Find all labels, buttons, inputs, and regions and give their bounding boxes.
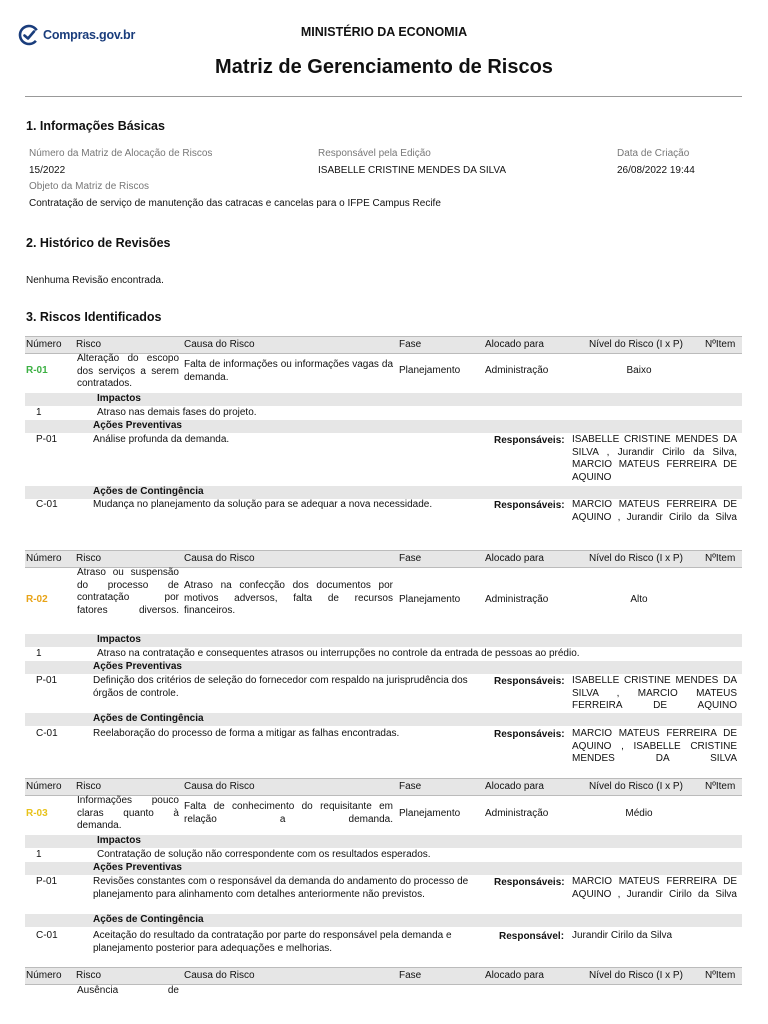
preventive-text: Análise profunda da demanda. <box>93 434 230 445</box>
preventive-resp-value: ISABELLE CRISTINE MENDES DA SILVA , MARCIO MATEUS FERREIRA DE AQUINO <box>572 675 737 711</box>
impact-text: Atraso nas demais fases do projeto. <box>97 407 257 418</box>
col-causa: Causa do Risco <box>184 970 255 981</box>
preventive-band <box>25 661 742 674</box>
contingency-resp-label: Responsável: <box>499 931 565 942</box>
risk-id: R-03 <box>26 808 48 819</box>
editor-value: ISABELLE CRISTINE MENDES DA SILVA <box>318 165 507 176</box>
editor-label: Responsável pela Edição <box>318 148 431 159</box>
col-item: NºItem <box>705 970 736 981</box>
matrix-number-value: 15/2022 <box>29 165 66 176</box>
risk-id: R-01 <box>26 365 48 376</box>
contingency-id: C-01 <box>36 930 58 941</box>
col-numero: Número <box>26 553 62 564</box>
contingency-label: Ações de Contingência <box>93 914 204 925</box>
contingency-resp-label: Responsáveis: <box>494 500 565 511</box>
page-title: Matriz de Gerenciamento de Riscos <box>215 56 553 78</box>
impacts-band <box>25 835 742 848</box>
contingency-label: Ações de Contingência <box>93 713 204 724</box>
risk-phase: Planejamento <box>399 594 461 605</box>
preventive-resp-label: Responsáveis: <box>494 435 565 446</box>
contingency-resp-value: MARCIO MATEUS FERREIRA DE AQUINO , ISABELLE CRISTINE MENDES DA SILVA <box>572 728 737 764</box>
preventive-resp-label: Responsáveis: <box>494 676 565 687</box>
preventive-label: Ações Preventivas <box>93 661 182 672</box>
impact-number: 1 <box>36 849 42 860</box>
risk-phase: Planejamento <box>399 365 461 376</box>
contingency-text: Mudança no planejamento da solução para se adequar a nova necessidade. <box>93 499 433 510</box>
section-risks-title: 3. Riscos Identificados <box>26 310 162 324</box>
col-numero: Número <box>26 781 62 792</box>
risk-table-header <box>25 550 742 568</box>
risk-description: Alteração do escopo dos serviços a serem contratados. <box>77 353 179 389</box>
preventive-resp-value: MARCIO MATEUS FERREIRA DE AQUINO , Jurandir Cirilo da Silva <box>572 876 737 900</box>
col-risco: Risco <box>76 781 102 792</box>
preventive-id: P-01 <box>36 675 58 686</box>
matrix-number-label: Número da Matriz de Alocação de Riscos <box>29 148 213 159</box>
object-label: Objeto da Matriz de Riscos <box>29 181 150 192</box>
contingency-resp-value: MARCIO MATEUS FERREIRA DE AQUINO , Jurandir Cirilo da Silva <box>572 499 737 523</box>
preventive-text: Definição dos critérios de seleção do fornecedor com respaldo na jurisprudência dos órgãos de controle. <box>93 675 468 699</box>
risk-table-header <box>25 778 742 796</box>
risk-level: Médio <box>625 808 653 819</box>
col-item: NºItem <box>705 553 736 564</box>
contingency-label: Ações de Contingência <box>93 486 204 497</box>
contingency-text: Aceitação do resultado da contratação por parte do responsável pela demanda e planejamento posterior para adequações e melhorias. <box>93 930 452 954</box>
col-fase: Fase <box>399 553 422 564</box>
col-nivel: Nível do Risco (I x P) <box>589 781 683 792</box>
contingency-band <box>25 713 742 726</box>
risk-phase: Planejamento <box>399 808 461 819</box>
col-causa: Causa do Risco <box>184 553 255 564</box>
col-risco: Risco <box>76 553 102 564</box>
impacts-label: Impactos <box>97 393 141 404</box>
section-history-title: 2. Histórico de Revisões <box>26 236 171 250</box>
risk-description: Atraso ou suspensão do processo de contratação por fatores diversos. <box>77 567 179 616</box>
preventive-label: Ações Preventivas <box>93 420 182 431</box>
contingency-resp-label: Responsáveis: <box>494 729 565 740</box>
col-nivel: Nível do Risco (I x P) <box>589 970 683 981</box>
col-item: NºItem <box>705 339 736 350</box>
ministry-heading: MINISTÉRIO DA ECONOMIA <box>300 25 468 39</box>
impact-text: Contratação de solução não correspondente com os resultados esperados. <box>97 849 431 860</box>
preventive-id: P-01 <box>36 434 58 445</box>
col-risco: Risco <box>76 339 102 350</box>
risk-id: R-02 <box>26 594 48 605</box>
impacts-band <box>25 393 742 406</box>
col-alocado: Alocado para <box>485 339 544 350</box>
history-text: Nenhuma Revisão encontrada. <box>26 275 164 286</box>
creation-date-value: 26/08/2022 19:44 <box>617 165 695 176</box>
impacts-band <box>25 634 742 647</box>
col-fase: Fase <box>399 781 422 792</box>
risk-cause: Atraso na confecção dos documentos por motivos adversos, falta de recursos financeiros. <box>184 580 393 616</box>
impact-number: 1 <box>36 407 42 418</box>
contingency-text: Reelaboração do processo de forma a mitigar as falhas encontradas. <box>93 728 400 739</box>
risk-cause: Falta de conhecimento do requisitante em relação a demanda. <box>184 801 393 825</box>
risk-level: Alto <box>630 594 648 605</box>
section-basic-title: 1. Informações Básicas <box>26 119 165 133</box>
impacts-label: Impactos <box>97 835 141 846</box>
risk-cause: Falta de informações ou informações vagas da demanda. <box>184 359 393 383</box>
preventive-id: P-01 <box>36 876 58 887</box>
preventive-resp-value: ISABELLE CRISTINE MENDES DA SILVA , Jurandir Cirilo da Silva, MARCIO MATEUS FERREIRA DE AQUINO <box>572 434 737 483</box>
logo-text: Compras.gov.br <box>43 28 136 42</box>
risk-allocated: Administração <box>485 365 549 376</box>
col-numero: Número <box>26 339 62 350</box>
impacts-label: Impactos <box>97 634 141 645</box>
preventive-band <box>25 420 742 433</box>
divider <box>25 96 742 97</box>
contingency-band <box>25 486 742 499</box>
col-risco: Risco <box>76 970 102 981</box>
contingency-resp-value: Jurandir Cirilo da Silva <box>572 930 673 941</box>
col-numero: Número <box>26 970 62 981</box>
preventive-text: Revisões constantes com o responsável da demanda do andamento do processo de planejamento para alinhamento com detalhes anteriormente não previstos. <box>93 876 469 900</box>
col-alocado: Alocado para <box>485 781 544 792</box>
risk-description: Ausência de <box>77 985 179 996</box>
col-alocado: Alocado para <box>485 553 544 564</box>
col-fase: Fase <box>399 339 422 350</box>
risk-table-header <box>25 967 742 985</box>
preventive-band <box>25 862 742 875</box>
col-nivel: Nível do Risco (I x P) <box>589 553 683 564</box>
risk-allocated: Administração <box>485 594 549 605</box>
risk-description: Informações pouco claras quanto à demanda. <box>77 795 179 831</box>
impact-number: 1 <box>36 648 42 659</box>
contingency-band <box>25 914 742 927</box>
col-alocado: Alocado para <box>485 970 544 981</box>
col-fase: Fase <box>399 970 422 981</box>
col-causa: Causa do Risco <box>184 339 255 350</box>
col-item: NºItem <box>705 781 736 792</box>
risk-level: Baixo <box>626 365 652 376</box>
impact-text: Atraso na contratação e consequentes atrasos ou interrupções no controle da entrada de pessoas ao prédio. <box>97 648 580 659</box>
col-nivel: Nível do Risco (I x P) <box>589 339 683 350</box>
preventive-resp-label: Responsáveis: <box>494 877 565 888</box>
contingency-id: C-01 <box>36 728 58 739</box>
col-causa: Causa do Risco <box>184 781 255 792</box>
object-value: Contratação de serviço de manutenção das catracas e cancelas para o IFPE Campus Recife <box>29 198 441 209</box>
creation-date-label: Data de Criação <box>617 148 690 159</box>
contingency-id: C-01 <box>36 499 58 510</box>
preventive-label: Ações Preventivas <box>93 862 182 873</box>
risk-table-header <box>25 336 742 354</box>
risk-allocated: Administração <box>485 808 549 819</box>
